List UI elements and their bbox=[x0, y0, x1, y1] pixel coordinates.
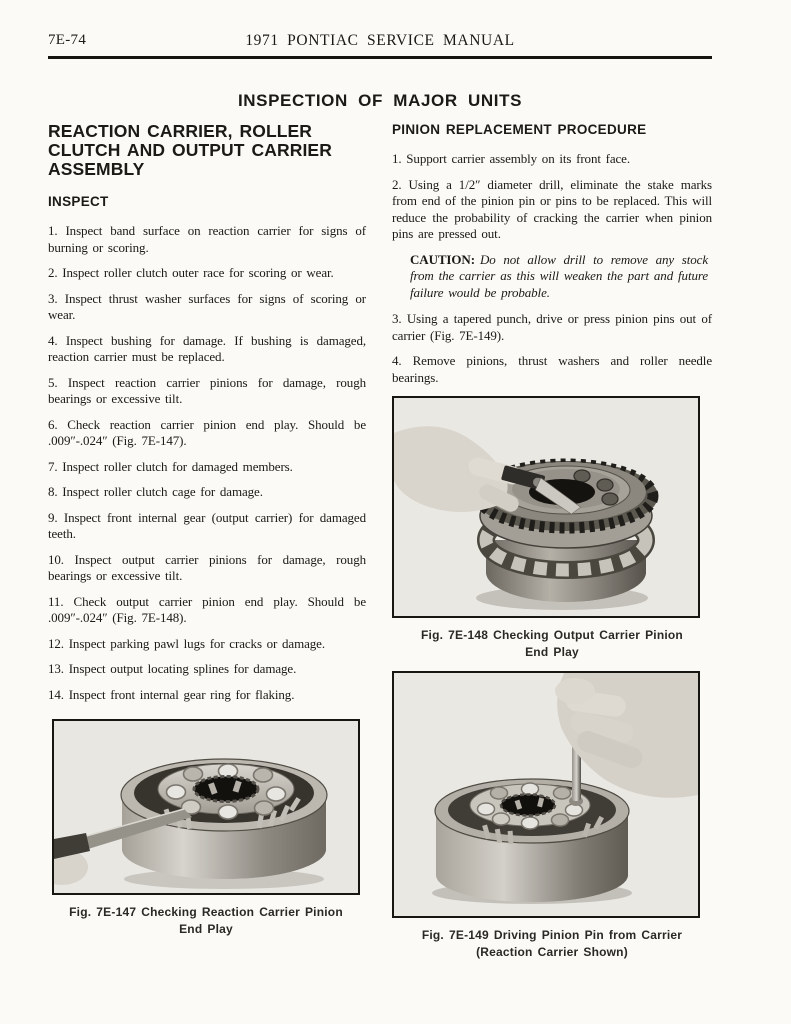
inspect-item: 8. Inspect roller clutch cage for damage. bbox=[48, 484, 263, 499]
inspect-item: 11. Check output carrier pinion end play. Should be .009″-.024″ (Fig. 7E-148). bbox=[48, 593, 366, 625]
inspect-item: 12. Inspect parking pawl lugs for cracks or damage. bbox=[48, 635, 325, 651]
pinion-procedure-heading: PINION REPLACEMENT PROCEDURE bbox=[392, 122, 647, 137]
page-number: 7E-74 bbox=[48, 32, 87, 48]
caution-label: CAUTION: bbox=[410, 251, 475, 267]
procedure-step: 1. Support carrier assembly on its front face. bbox=[392, 151, 631, 166]
heading-line: ASSEMBLY bbox=[48, 159, 145, 179]
inspect-item: 9. Inspect front internal gear (output carrier) for damaged teeth. bbox=[48, 509, 366, 541]
figure-7e-148 bbox=[392, 396, 712, 661]
right-column bbox=[392, 122, 712, 961]
caution-text: Do not allow drill to remove any stock from the carrier as this will weaken the part and future failure would be probable. bbox=[410, 251, 708, 300]
figure-caption bbox=[392, 627, 712, 661]
manual-title: 1971 PONTIAC SERVICE MANUAL bbox=[245, 32, 515, 49]
section-title: INSPECTION OF MAJOR UNITS bbox=[237, 91, 523, 111]
photo-frame bbox=[52, 719, 360, 895]
fig-7e-149-photo bbox=[394, 673, 698, 916]
running-head bbox=[48, 32, 712, 52]
left-column-heading bbox=[48, 122, 366, 179]
caption-line: Fig. 7E-147 Checking Reaction Carrier Pinion bbox=[69, 905, 343, 919]
inspect-item: 3. Inspect thrust washer surfaces for signs of scoring or wear. bbox=[48, 290, 366, 322]
procedure-step: 2. Using a 1/2″ diameter drill, eliminate the stake marks from end of the pinion pin or pins to be replaced. This will reduce the probability of cracking the carrier when pinion pins are pressed out. bbox=[392, 176, 712, 241]
inspect-item: 14. Inspect front internal gear ring for flaking. bbox=[48, 686, 295, 702]
inspect-item: 6. Check reaction carrier pinion end play. Should be .009″-.024″ (Fig. 7E-147). bbox=[48, 416, 366, 448]
inspect-item: 4. Inspect bushing for damage. If bushing is damaged, reaction carrier must be replaced. bbox=[48, 332, 366, 364]
inspect-item: 13. Inspect output locating splines for damage. bbox=[48, 661, 297, 676]
fig-7e-147-photo bbox=[54, 721, 358, 893]
inspect-item: 2. Inspect roller clutch outer race for scoring or wear. bbox=[48, 265, 334, 280]
left-column bbox=[48, 122, 366, 938]
heading-line: CLUTCH AND OUTPUT CARRIER bbox=[48, 140, 332, 160]
inspect-item: 1. Inspect band surface on reaction carrier for signs of burning or scoring. bbox=[48, 223, 366, 255]
inspect-subheading: INSPECT bbox=[48, 194, 109, 209]
caution-note bbox=[410, 252, 708, 302]
figure-caption bbox=[392, 927, 712, 961]
figure-7e-147 bbox=[52, 719, 366, 938]
photo-frame bbox=[392, 671, 700, 918]
heading-line: REACTION CARRIER, ROLLER bbox=[48, 121, 313, 141]
two-column-layout bbox=[48, 122, 712, 961]
inspect-item: 5. Inspect reaction carrier pinions for damage, rough bearings or excessive tilt. bbox=[48, 374, 366, 406]
fig-7e-148-photo bbox=[394, 398, 698, 616]
caption-line: End Play bbox=[179, 922, 233, 936]
caption-line: Fig. 7E-148 Checking Output Carrier Pinion bbox=[421, 628, 683, 642]
header-rule bbox=[48, 56, 712, 59]
photo-frame bbox=[392, 396, 700, 618]
caption-line: Fig. 7E-149 Driving Pinion Pin from Carrier bbox=[421, 928, 683, 942]
inspect-item: 10. Inspect output carrier pinions for damage, rough bearings or excessive tilt. bbox=[48, 551, 366, 583]
procedure-step: 3. Using a tapered punch, drive or press pinion pins out of carrier (Fig. 7E-149). bbox=[392, 311, 712, 343]
procedure-step: 4. Remove pinions, thrust washers and roller needle bearings. bbox=[392, 353, 712, 385]
inspect-item: 7. Inspect roller clutch for damaged members. bbox=[48, 458, 293, 474]
caption-line: End Play bbox=[525, 645, 579, 659]
figure-7e-149 bbox=[392, 671, 712, 961]
figure-caption bbox=[52, 904, 360, 938]
caption-line: (Reaction Carrier Shown) bbox=[476, 945, 628, 959]
